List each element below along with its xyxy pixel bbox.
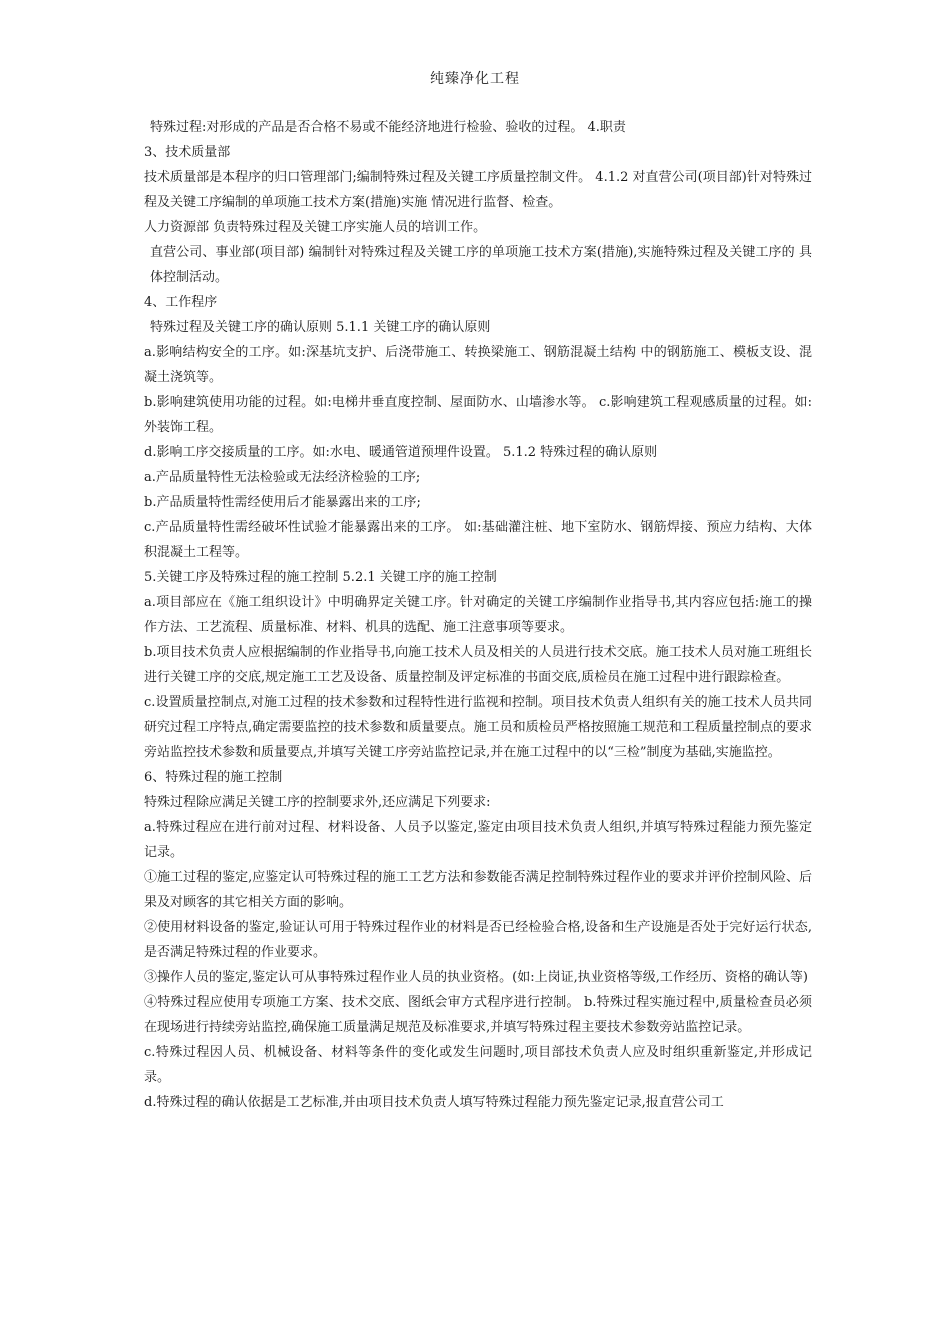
page-header-title: 纯臻净化工程 [430,71,520,87]
paragraph: 6、特殊过程的施工控制 [144,770,283,785]
paragraph: ③操作人员的鉴定,鉴定认可从事特殊过程作业人员的执业资格。(如:上岗证,执业资格等级,工作经历、资格的确认等) [144,970,808,985]
paragraph: 4、工作程序 [144,295,218,310]
paragraph: b.项目技术负责人应根据编制的作业指导书,向施工技术人员及相关的人员进行技术交底。施工技术人员对施工班组长进行关键工序的交底,规定施工工艺及设备、质量控制及评定标准的书面交底,质检员在施工过程中进行跟踪检查。 [144,645,812,685]
paragraph: a.项目部应在《施工组织设计》中明确界定关键工序。针对确定的关键工序编制作业指导书,其内容应包括:施工的操作方法、工艺流程、质量标准、材料、机具的选配、施工注意事项等要求。 [144,595,812,635]
paragraph: 直营公司、事业部(项目部) 编制针对特殊过程及关键工序的单项施工技术方案(措施),实施特殊过程及关键工序的 具体控制活动。 [150,245,812,285]
paragraph: c.产品质量特性需经破坏性试验才能暴露出来的工序。 如:基础灌注桩、地下室防水、钢筋焊接、预应力结构、大体积混凝土工程等。 [144,520,812,560]
paragraph: 3、技术质量部 [144,145,231,160]
paragraph: ①施工过程的鉴定,应鉴定认可特殊过程的施工工艺方法和参数能否满足控制特殊过程作业的要求并评价控制风险、后果及对顾客的其它相关方面的影响。 [144,870,812,910]
paragraph: c.特殊过程因人员、机械设备、材料等条件的变化或发生问题时,项目部技术负责人应及时组织重新鉴定,并形成记录。 [144,1045,812,1085]
paragraph: b.产品质量特性需经使用后才能暴露出来的工序; [144,495,421,510]
paragraph: ②使用材料设备的鉴定,验证认可用于特殊过程作业的材料是否已经检验合格,设备和生产设施是否处于完好运行状态,是否满足特殊过程的作业要求。 [144,920,812,960]
paragraph: 技术质量部是本程序的归口管理部门;编制特殊过程及关键工序质量控制文件。 4.1.2 对直营公司(项目部)针对特殊过程及关键工序编制的单项施工技术方案(措施)实施 情况进行监督、检查。 [144,170,812,210]
paragraph: d.特殊过程的确认依据是工艺标准,并由项目技术负责人填写特殊过程能力预先鉴定记录,报直营公司工 [144,1095,724,1110]
document-body [144,115,812,1115]
paragraph: 特殊过程:对形成的产品是否合格不易或不能经济地进行检验、验收的过程。 4.职责 [150,120,626,135]
paragraph: b.影响建筑使用功能的过程。如:电梯井垂直度控制、屋面防水、山墙渗水等。 c.影响建筑工程观感质量的过程。如:外装饰工程。 [144,395,812,435]
paragraph: a.特殊过程应在进行前对过程、材料设备、人员予以鉴定,鉴定由项目技术负责人组织,并填写特殊过程能力预先鉴定记录。 [144,820,812,860]
paragraph: ④特殊过程应使用专项施工方案、技术交底、图纸会审方式程序进行控制。 b.特殊过程实施过程中,质量检查员必须在现场进行持续旁站监控,确保施工质量满足规范及标准要求,并填写特殊过程主要技术参数旁站监控记录。 [144,995,812,1035]
paragraph: 5.关键工序及特殊过程的施工控制 5.2.1 关键工序的施工控制 [144,570,497,585]
paragraph: c.设置质量控制点,对施工过程的技术参数和过程特性进行监视和控制。项目技术负责人组织有关的施工技术人员共同研究过程工序特点,确定需要监控的技术参数和质量要点。施工员和质检员严格按照施工规范和工程质量控制点的要求旁站监控技术参数和质量要点,并填写关键工序旁站监控记录,并在施工过程中的以“三检”制度为基础,实施监控。 [144,695,812,760]
paragraph: 特殊过程除应满足关键工序的控制要求外,还应满足下列要求: [144,795,491,810]
paragraph: d.影响工序交接质量的工序。如:水电、暖通管道预埋件设置。 5.1.2 特殊过程的确认原则 [144,445,658,460]
paragraph: 人力资源部 负责特殊过程及关键工序实施人员的培训工作。 [144,220,487,235]
paragraph: 特殊过程及关键工序的确认原则 5.1.1 关键工序的确认原则 [150,320,491,335]
paragraph: a.产品质量特性无法检验或无法经济检验的工序; [144,470,421,485]
paragraph: a.影响结构安全的工序。如:深基坑支护、后浇带施工、转换梁施工、钢筋混凝土结构 中的钢筋施工、模板支设、混凝土浇筑等。 [144,345,812,385]
